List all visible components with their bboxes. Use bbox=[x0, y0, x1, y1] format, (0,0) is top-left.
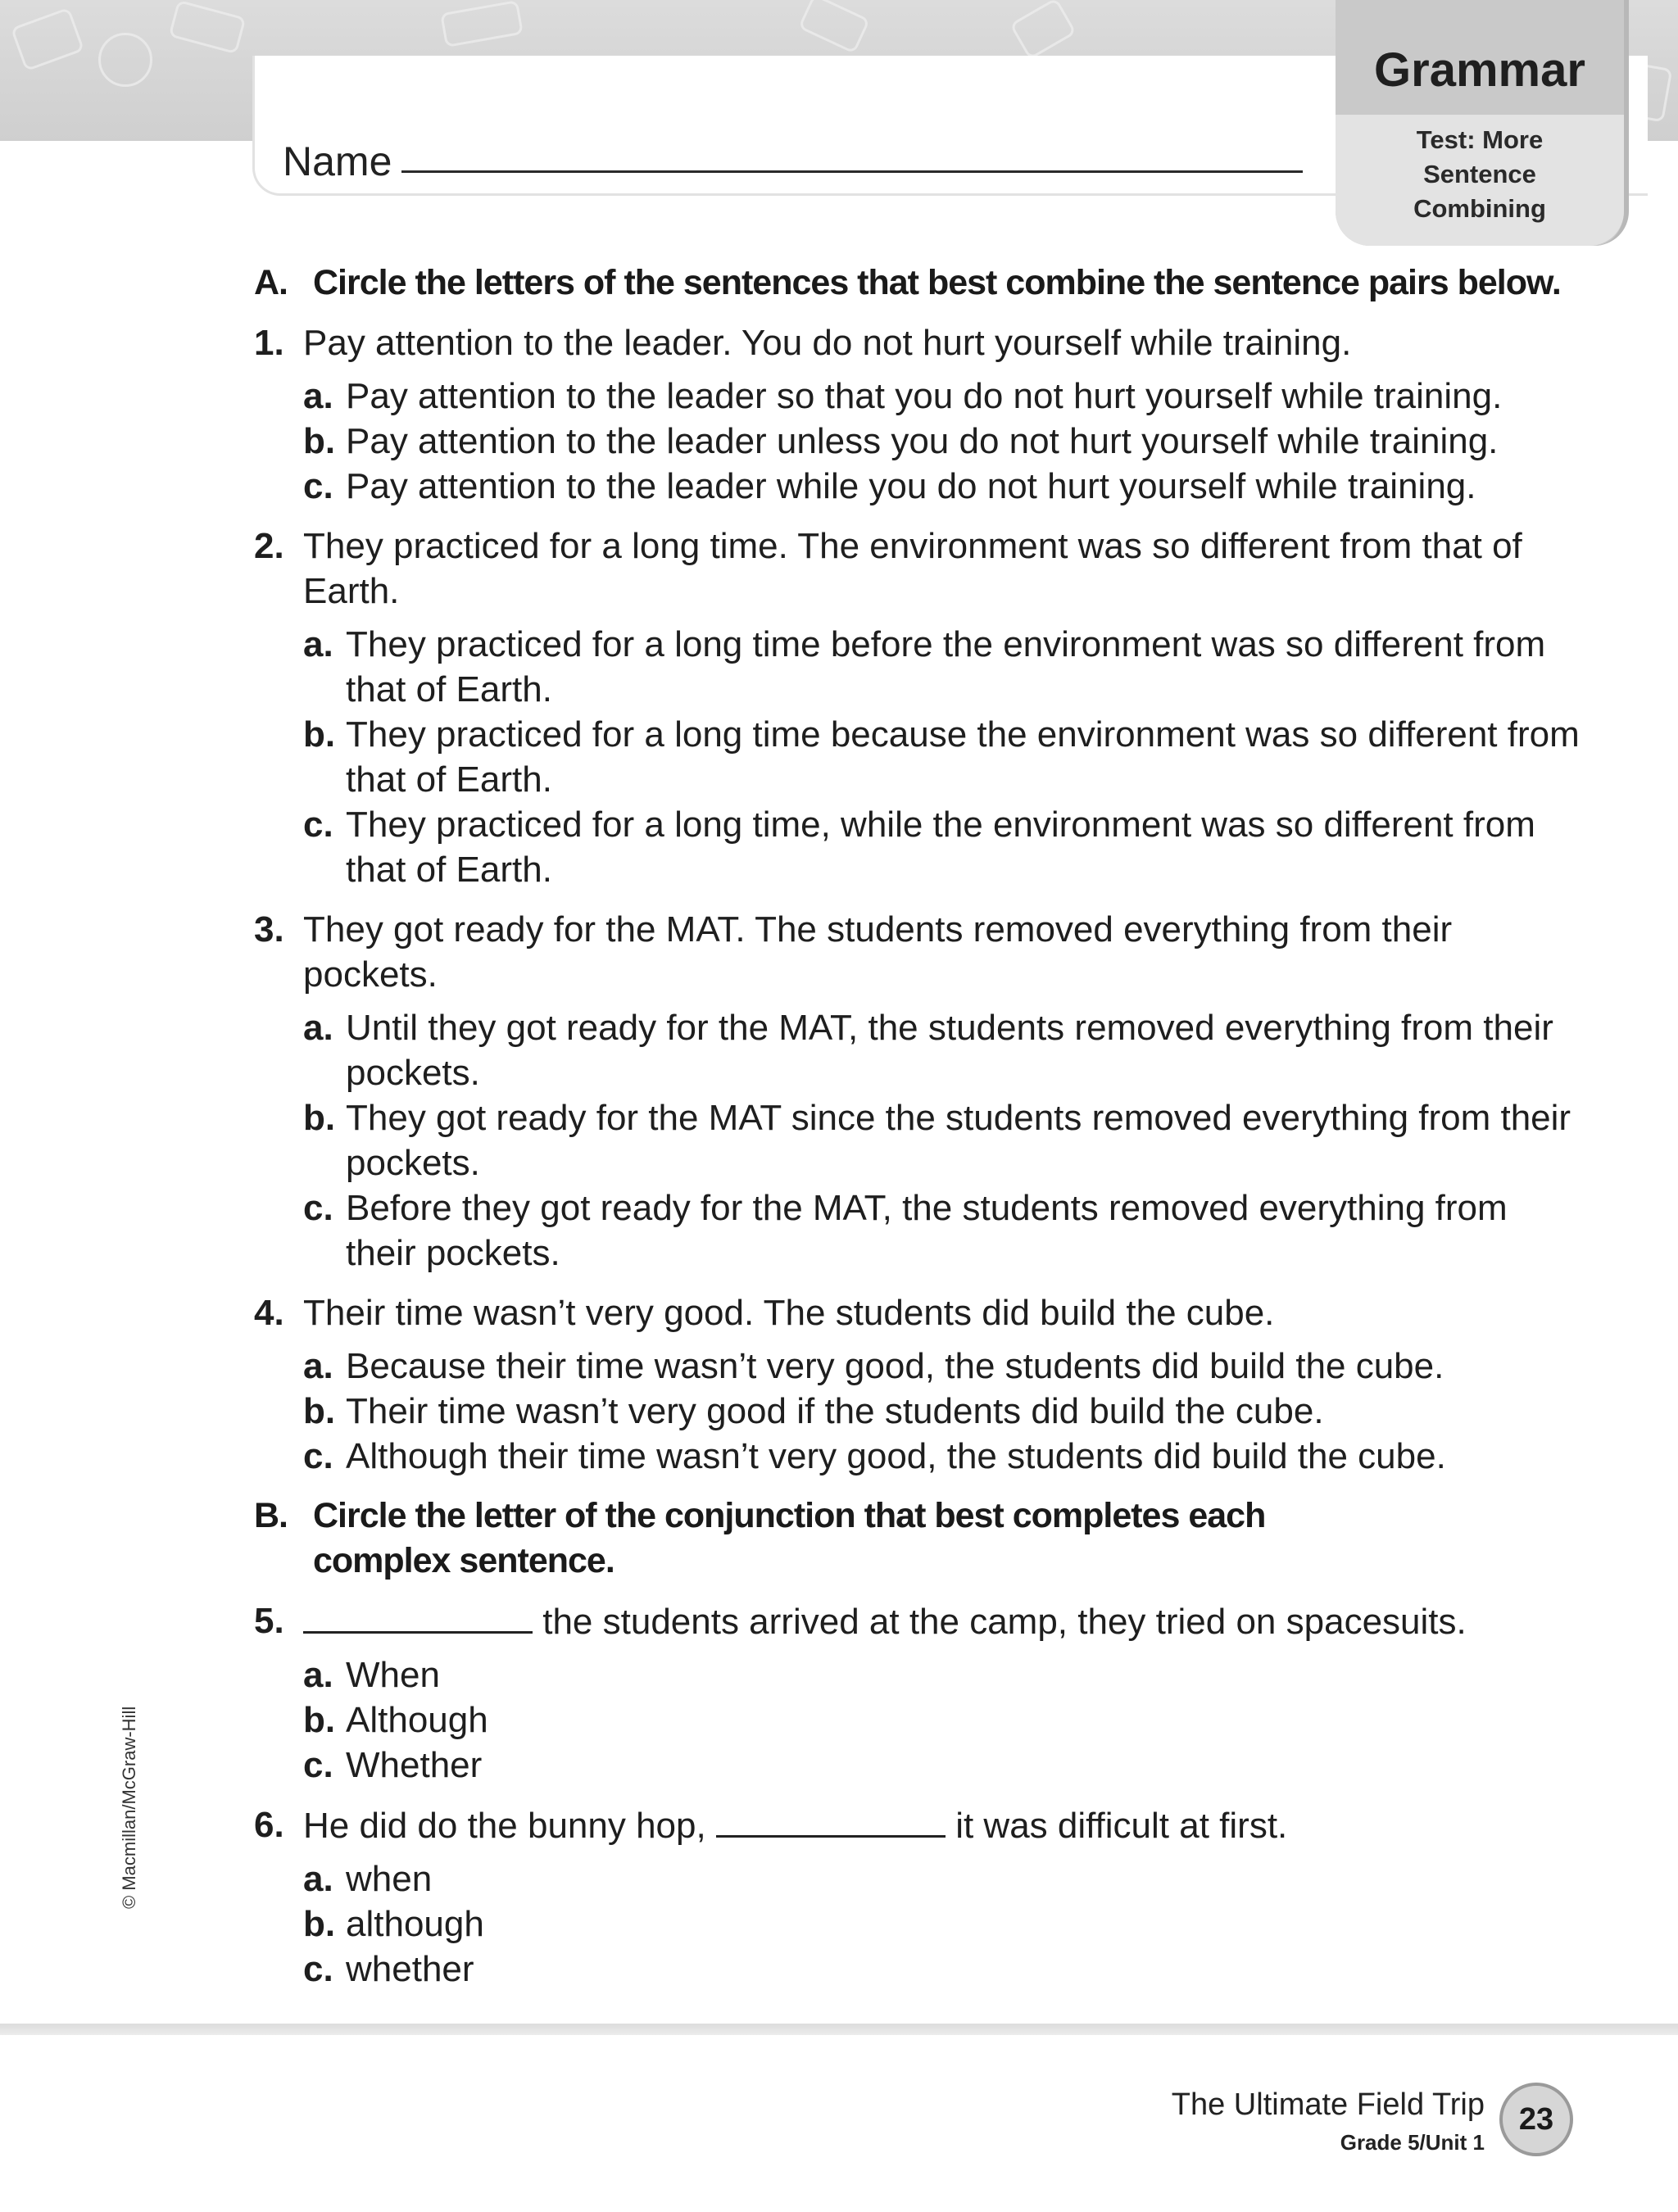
option-letter[interactable]: b. bbox=[303, 1391, 336, 1431]
tab-subtitle: Test: More Sentence Combining bbox=[1413, 125, 1546, 223]
answer-option[interactable] bbox=[303, 622, 1581, 712]
option-letter[interactable]: c. bbox=[303, 1436, 333, 1476]
option-text: Whether bbox=[346, 1745, 483, 1785]
answer-blank[interactable] bbox=[303, 1598, 533, 1634]
decorative-doodle bbox=[798, 0, 870, 54]
option-text: although bbox=[346, 1904, 484, 1944]
option-text: whether bbox=[346, 1949, 474, 1989]
option-letter[interactable]: c. bbox=[303, 466, 333, 506]
answer-option[interactable] bbox=[303, 1947, 1581, 1992]
option-text: They practiced for a long time because the environment was so different from that of Earth. bbox=[346, 714, 1580, 800]
answer-option[interactable] bbox=[303, 1902, 1581, 1947]
option-letter[interactable]: a. bbox=[303, 1859, 333, 1899]
option-text: Before they got ready for the MAT, the students removed everything from their pockets. bbox=[346, 1188, 1508, 1273]
option-letter[interactable]: b. bbox=[303, 1098, 336, 1138]
question-stem-start: He did do the bunny hop, bbox=[303, 1806, 706, 1846]
footer-divider bbox=[0, 2024, 1678, 2035]
answer-option[interactable] bbox=[303, 1743, 1581, 1788]
question-5 bbox=[254, 1598, 1581, 1788]
question-number: 4. bbox=[254, 1293, 284, 1333]
question-stem: They practiced for a long time. The environment was so different from that of Earth. bbox=[303, 526, 1522, 611]
question-number: 6. bbox=[254, 1805, 284, 1845]
option-letter[interactable]: c. bbox=[303, 1949, 333, 1989]
question-number: 3. bbox=[254, 909, 284, 950]
section-a-heading bbox=[254, 261, 1581, 306]
question-stem-end: it was difficult at first. bbox=[955, 1806, 1288, 1846]
decorative-doodle bbox=[98, 33, 152, 87]
question-6 bbox=[254, 1802, 1581, 1992]
option-text: When bbox=[346, 1655, 440, 1695]
question-2 bbox=[254, 524, 1581, 892]
answer-option[interactable] bbox=[303, 1434, 1581, 1479]
option-letter[interactable]: c. bbox=[303, 805, 333, 845]
worksheet-content bbox=[254, 261, 1581, 2006]
question-stem: Their time wasn’t very good. The students did build the cube. bbox=[303, 1293, 1275, 1333]
question-number: 2. bbox=[254, 526, 284, 566]
section-b-heading bbox=[254, 1494, 1581, 1584]
answer-option[interactable] bbox=[303, 1856, 1581, 1902]
option-letter[interactable]: b. bbox=[303, 1700, 336, 1740]
option-text: Although their time wasn’t very good, the students did build the cube. bbox=[346, 1436, 1446, 1476]
option-letter[interactable]: a. bbox=[303, 1008, 333, 1048]
question-3 bbox=[254, 907, 1581, 1276]
question-4 bbox=[254, 1290, 1581, 1479]
question-stem: They got ready for the MAT. The students removed everything from their pockets. bbox=[303, 909, 1453, 995]
option-letter[interactable]: a. bbox=[303, 376, 333, 416]
option-letter[interactable]: a. bbox=[303, 624, 333, 664]
answer-option[interactable] bbox=[303, 1344, 1581, 1389]
option-text: when bbox=[346, 1859, 433, 1899]
question-stem: the students arrived at the camp, they tried on spacesuits. bbox=[542, 1602, 1467, 1642]
option-letter[interactable]: b. bbox=[303, 714, 336, 755]
answer-option[interactable] bbox=[303, 712, 1581, 802]
decorative-doodle bbox=[11, 7, 85, 72]
answer-option[interactable] bbox=[303, 802, 1581, 892]
section-instructions: Circle the letter of the conjunction that best completes each complex sentence. bbox=[313, 1496, 1266, 1580]
section-instructions: Circle the letters of the sentences that best combine the sentence pairs below. bbox=[313, 263, 1561, 302]
option-text: Pay attention to the leader while you do not hurt yourself while training. bbox=[346, 466, 1476, 506]
option-text: Pay attention to the leader unless you do not hurt yourself while training. bbox=[346, 421, 1499, 461]
answer-option[interactable] bbox=[303, 1005, 1581, 1095]
answer-option[interactable] bbox=[303, 374, 1581, 419]
answer-option[interactable] bbox=[303, 1389, 1581, 1434]
page-number: 23 bbox=[1499, 2083, 1573, 2156]
answer-option[interactable] bbox=[303, 1652, 1581, 1698]
decorative-doodle bbox=[440, 0, 524, 48]
section-letter: B. bbox=[254, 1496, 288, 1535]
section-letter: A. bbox=[254, 263, 288, 302]
tab-title: Grammar bbox=[1374, 43, 1585, 97]
option-text: Although bbox=[346, 1700, 488, 1740]
option-letter[interactable]: c. bbox=[303, 1745, 333, 1785]
answer-option[interactable] bbox=[303, 1095, 1581, 1185]
decorative-doodle bbox=[169, 0, 247, 54]
footer-grade: Grade 5/Unit 1 bbox=[1340, 2130, 1485, 2155]
answer-option[interactable] bbox=[303, 1698, 1581, 1743]
option-letter[interactable]: b. bbox=[303, 421, 336, 461]
question-1 bbox=[254, 320, 1581, 509]
option-letter[interactable]: c. bbox=[303, 1188, 333, 1228]
question-number: 5. bbox=[254, 1601, 284, 1641]
option-text: Their time wasn’t very good if the students did build the cube. bbox=[346, 1391, 1324, 1431]
name-writing-line[interactable] bbox=[401, 170, 1303, 173]
answer-option[interactable] bbox=[303, 1185, 1581, 1276]
option-text: Because their time wasn’t very good, the students did build the cube. bbox=[346, 1346, 1444, 1386]
copyright-notice: © Macmillan/McGraw-Hill bbox=[119, 1706, 139, 1909]
option-letter[interactable]: a. bbox=[303, 1655, 333, 1695]
question-stem: Pay attention to the leader. You do not hurt yourself while training. bbox=[303, 323, 1352, 363]
option-text: They practiced for a long time before the environment was so different from that of Earth. bbox=[346, 624, 1546, 709]
option-text: They got ready for the MAT since the students removed everything from their pockets. bbox=[346, 1098, 1571, 1183]
answer-blank[interactable] bbox=[716, 1802, 946, 1838]
question-number: 1. bbox=[254, 323, 284, 363]
name-label: Name bbox=[283, 138, 392, 184]
option-letter[interactable]: a. bbox=[303, 1346, 333, 1386]
footer-title: The Ultimate Field Trip bbox=[1171, 2087, 1485, 2122]
option-text: They practiced for a long time, while the environment was so different from that of Earth. bbox=[346, 805, 1535, 890]
answer-option[interactable] bbox=[303, 464, 1581, 509]
option-text: Pay attention to the leader so that you do not hurt yourself while training. bbox=[346, 376, 1503, 416]
option-text: Until they got ready for the MAT, the students removed everything from their pockets. bbox=[346, 1008, 1553, 1093]
option-letter[interactable]: b. bbox=[303, 1904, 336, 1944]
decorative-doodle bbox=[1009, 0, 1077, 60]
answer-option[interactable] bbox=[303, 419, 1581, 464]
